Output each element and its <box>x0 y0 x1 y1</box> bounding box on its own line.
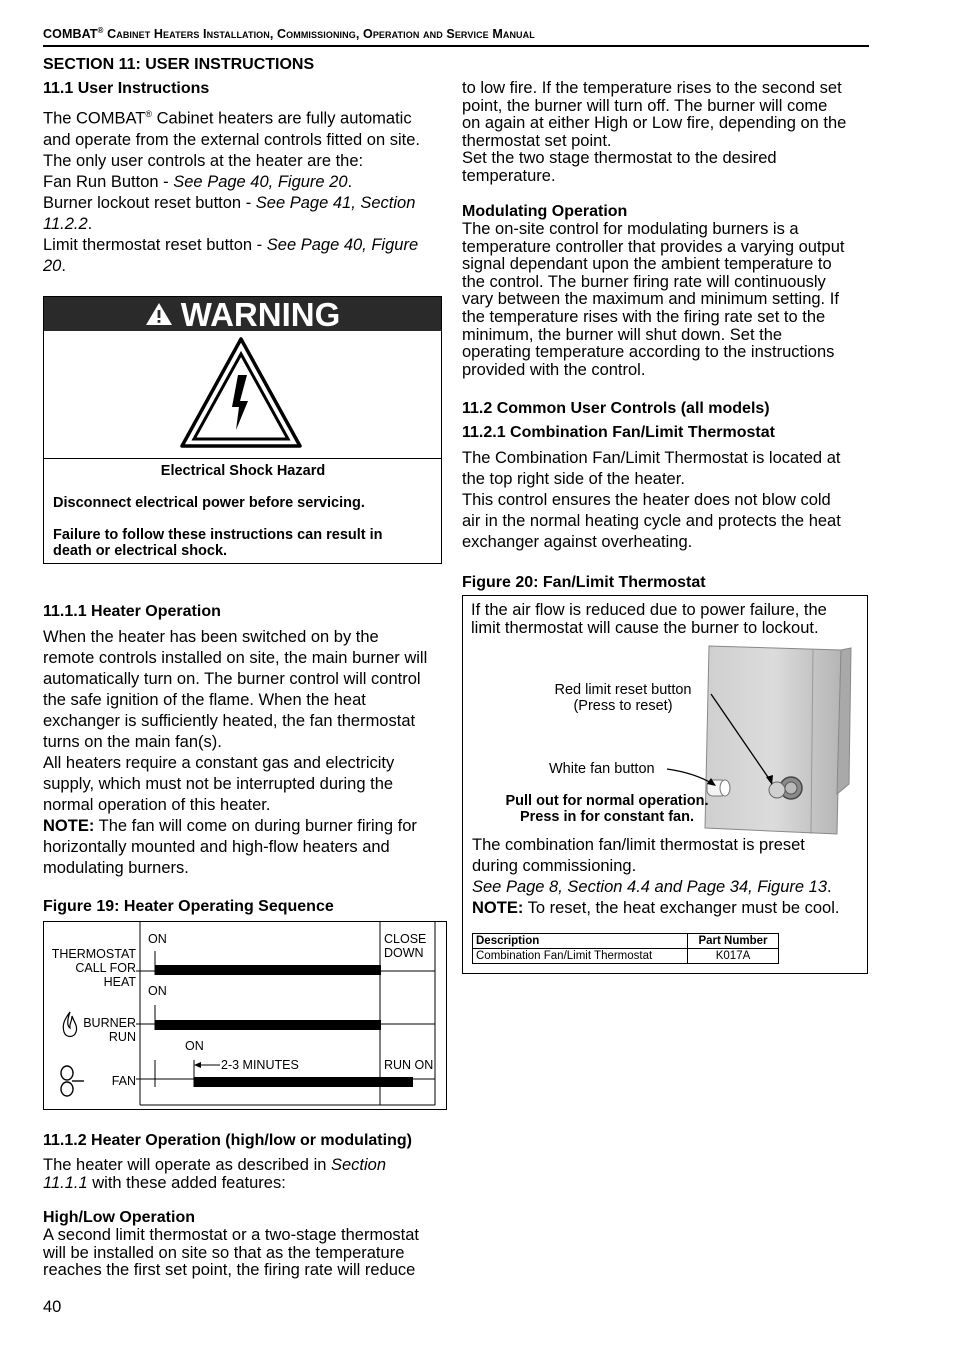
body-line: vary between the maximum and minimum setting. If <box>462 290 839 309</box>
body-line: provided with the control. <box>462 360 646 379</box>
body-line: will be installed on site so that as the temperature <box>43 1243 405 1262</box>
body-line: temperature controller that provides a varying output <box>462 237 845 256</box>
running-header <box>43 26 535 41</box>
table-header: Description <box>473 934 688 949</box>
warning-line-2b: death or electrical shock. <box>53 543 228 559</box>
intro-text-b: Cabinet heaters are fully automatic <box>152 109 412 128</box>
heading-11-1-1: 11.1.1 Heater Operation <box>43 603 221 620</box>
section-title: SECTION 11: USER INSTRUCTIONS <box>43 56 315 73</box>
table-header: Part Number <box>688 934 779 949</box>
see-ref: See Page 8, Section 4.4 and Page 34, Figure 13 <box>472 878 828 896</box>
warning-triangle-icon <box>145 302 173 326</box>
intro-line: and operate from the external controls fitted on site. <box>43 130 420 149</box>
body-line: The on-site control for modulating burners is a <box>462 220 799 238</box>
body-line: A second limit thermostat or a two-stage thermostat <box>43 1226 419 1244</box>
warning-line-2 <box>53 527 433 559</box>
warning-title: WARNING <box>180 296 341 333</box>
user-controls-paragraph: The COMBAT® Cabinet heaters are fully automatic and operate from the external controls fitted on site. The only user controls at the heater are the: Fan Run Button - See Page 40, Figure 20. Burner lockout reset button - See Page 41, Section 11.2.2. Limit thermostat reset button - See Page 40, Figure 20. <box>43 104 448 277</box>
parts-table <box>472 933 779 964</box>
warning-box <box>43 296 442 564</box>
row-label-line: BURNER <box>83 1016 136 1030</box>
red-reset-label-line: (Press to reset) <box>573 698 673 714</box>
red-reset-label <box>523 682 723 714</box>
label-run-on: RUN ON <box>384 1058 434 1072</box>
note-text: horizontally mounted and high-flow heaters and <box>43 838 390 856</box>
intro-line: limit thermostat will cause the burner to lockout. <box>471 619 819 637</box>
fan-run-ref: See Page 40, Figure 20 <box>173 172 348 191</box>
limit-ref-2: 20 <box>43 256 62 275</box>
heading-highlow: High/Low Operation <box>43 1209 195 1226</box>
header-brand: COMBAT <box>43 27 98 42</box>
heater-operation-hl-paragraph <box>43 1157 453 1192</box>
body-line: the control. The burner firing rate will continuously <box>462 272 826 291</box>
body-line: exchanger is sufficiently heated, the fan thermostat <box>43 712 416 730</box>
body-line: the temperature rises with the firing rate set to the <box>462 307 826 326</box>
body-line: during commissioning. <box>472 857 637 875</box>
label-on-thermostat: ON <box>148 932 167 946</box>
body-line: the safe ignition of the flame. When the heat <box>43 691 366 709</box>
close-down-line: DOWN <box>384 946 424 960</box>
header-reg: ® <box>97 26 104 35</box>
body-line: temperature. <box>462 166 556 185</box>
body-line: signal dependant upon the ambient temperature to <box>462 255 832 274</box>
fan-run-label: Fan Run Button - <box>43 172 174 191</box>
body-line: air in the normal heating cycle and protects the heat <box>462 512 841 530</box>
heading-modulating: Modulating Operation <box>462 203 628 220</box>
heater-operation-paragraph <box>43 627 453 879</box>
body-line: operating temperature according to the instructions <box>462 343 835 362</box>
lockout-label: Burner lockout reset button - <box>43 193 256 212</box>
body-line: The Combination Fan/Limit Thermostat is located at <box>462 449 841 467</box>
body-line: to low fire. If the temperature rises to the second set <box>462 79 842 97</box>
warning-banner <box>44 297 441 331</box>
figure-19-caption: Figure 19: Heater Operating Sequence <box>43 898 334 915</box>
pull-out-label-line: Press in for constant fan. <box>519 809 695 825</box>
row-label-line: RUN <box>108 1030 136 1044</box>
body-line: All heaters require a constant gas and electricity <box>43 754 395 772</box>
table-cell: Combination Fan/Limit Thermostat <box>473 949 688 964</box>
header-title: Cabinet Heaters Installation, Commissioning, Operation and Service Manual <box>103 27 535 42</box>
warning-line-2a: Failure to follow these instructions can result in <box>53 527 383 543</box>
row-label-line: HEAT <box>103 975 136 989</box>
warning-divider <box>44 458 441 459</box>
pull-out-label-line: Pull out for normal operation. <box>505 793 709 809</box>
heading-11-2-1: 11.2.1 Combination Fan/Limit Thermostat <box>462 424 775 441</box>
intro-line: If the air flow is reduced due to power failure, the <box>471 601 827 619</box>
modulating-paragraph <box>462 221 872 379</box>
body-line: automatically turn on. The burner control will control <box>43 670 421 688</box>
label-close-down <box>384 932 426 960</box>
lockout-ref: See Page 41, Section <box>255 193 416 212</box>
body-line: turns on the main fan(s). <box>43 733 222 751</box>
note-label: NOTE: <box>43 817 95 835</box>
warning-line-1: Disconnect electrical power before servicing. <box>53 495 365 511</box>
body-line: the top right side of the heater. <box>462 470 685 488</box>
table-row <box>473 949 779 964</box>
pull-out-label <box>483 793 731 825</box>
fan-limit-paragraph <box>462 448 872 553</box>
body-line: reaches the first set point, the firing rate will reduce <box>43 1261 416 1280</box>
note-text: To reset, the heat exchanger must be cool. <box>523 899 840 917</box>
note-text: modulating burners. <box>43 859 189 877</box>
body-line: remote controls installed on site, the main burner will <box>43 649 428 667</box>
lockout-ref-2: 11.2.2 <box>43 214 88 233</box>
body-line: minimum, the burner will shut down. Set the <box>462 325 783 344</box>
row-label-line: THERMOSTAT <box>51 947 136 961</box>
body-line: on again at either High or Low fire, depending on the <box>462 114 847 133</box>
white-fan-label: White fan button <box>549 761 655 777</box>
hazard-title: Electrical Shock Hazard <box>160 463 326 479</box>
body-line: Set the two stage thermostat to the desired <box>462 149 777 168</box>
heading-11-2: 11.2 Common User Controls (all models) <box>462 400 770 417</box>
red-reset-label-line: Red limit reset button <box>554 682 692 698</box>
body-line: normal operation of this heater. <box>43 796 271 814</box>
body-line: supply, which must not be interrupted during the <box>43 775 394 793</box>
row-label-fan: FAN <box>111 1074 136 1088</box>
note-text: The fan will come on during burner firing for <box>94 817 417 835</box>
label-on-fan: ON <box>185 1039 204 1053</box>
body-line: point, the burner will turn off. The burner will come <box>462 96 828 115</box>
see-ref-end: . <box>827 878 832 896</box>
body-line: The combination fan/limit thermostat is preset <box>472 836 805 854</box>
section-ref: Section <box>331 1156 387 1174</box>
row-label-burner <box>44 1016 136 1044</box>
body-line: When the heater has been switched on by the <box>43 628 379 646</box>
intro-reg: ® <box>145 109 153 119</box>
heading-11-1: 11.1 User Instructions <box>43 80 210 97</box>
body-text: The heater will operate as described in <box>43 1156 331 1174</box>
label-minutes: 2-3 MINUTES <box>221 1058 299 1072</box>
figure-20-caption: Figure 20: Fan/Limit Thermostat <box>462 574 706 591</box>
label-on-burner: ON <box>148 984 167 998</box>
intro-text: The COMBAT <box>43 109 146 128</box>
limit-ref: See Page 40, Figure <box>266 235 419 254</box>
highlow-continued <box>462 80 872 186</box>
body-text: with these added features: <box>87 1173 286 1192</box>
limit-label: Limit thermostat reset button - <box>43 235 267 254</box>
close-down-line: CLOSE <box>384 932 427 946</box>
electric-shock-hazard-icon <box>178 335 304 451</box>
preset-paragraph <box>472 835 867 919</box>
fan-limit-figure-box <box>462 595 868 974</box>
intro-line: The only user controls at the heater are the: <box>43 151 364 170</box>
highlow-paragraph <box>43 1227 453 1280</box>
table-cell: K017A <box>688 949 779 964</box>
body-line: This control ensures the heater does not blow cold <box>462 491 831 509</box>
table-header-row <box>473 934 779 949</box>
body-line: exchanger against overheating. <box>462 533 693 551</box>
note-label: NOTE: <box>472 899 524 917</box>
heading-11-1-2: 11.1.2 Heater Operation (high/low or modulating) <box>43 1132 412 1149</box>
page-number: 40 <box>43 1298 62 1316</box>
operating-sequence-diagram <box>43 921 447 1110</box>
body-line: thermostat set point. <box>462 131 612 150</box>
section-ref: 11.1.1 <box>43 1173 88 1192</box>
row-label-thermostat <box>44 947 136 989</box>
header-rule <box>43 45 869 47</box>
row-label-line: CALL FOR <box>75 961 136 975</box>
